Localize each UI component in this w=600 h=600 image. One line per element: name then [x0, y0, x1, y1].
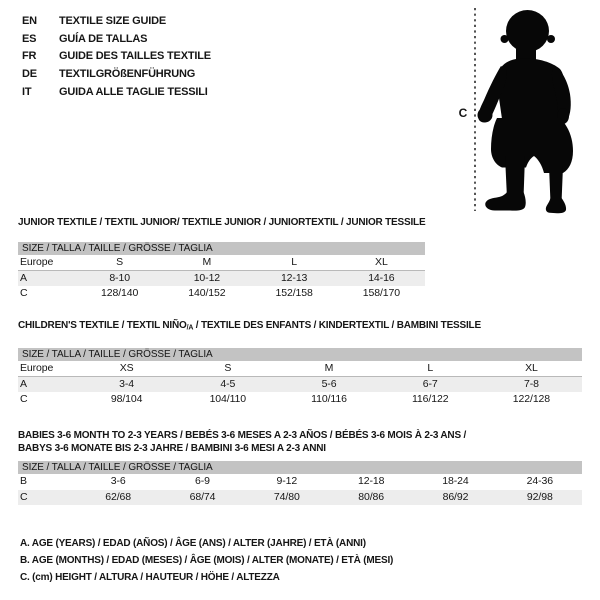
size-cell: 104/110: [209, 393, 247, 405]
size-cell: XL: [375, 256, 388, 268]
size-cell: 152/158: [275, 287, 313, 299]
size-cell: 158/170: [362, 287, 400, 299]
table-row: [18, 474, 582, 490]
language-row-de: [22, 65, 211, 83]
babies-size-header-bar: SIZE / TALLA / TAILLE / GRÖSSE / TAGLIA: [18, 461, 582, 474]
children-title-pre: CHILDREN'S TEXTILE / TEXTIL NIÑO: [18, 320, 187, 331]
row-label: C: [20, 490, 28, 503]
babies-size-table: [18, 461, 582, 505]
language-label: GUIDE DES TAILLES TEXTILE: [59, 50, 211, 63]
size-cell: 74/80: [273, 490, 300, 503]
footnote-age-months: B. AGE (MONTHS) / EDAD (MESES) / ÂGE (MOIS) / ALTER (MONATE) / ETÀ (MESI): [20, 555, 394, 566]
baby-silhouette: [478, 10, 574, 213]
junior-size-header-bar: SIZE / TALLA / TAILLE / GRÖSSE / TAGLIA: [18, 242, 425, 255]
size-cell: S: [116, 256, 124, 268]
size-cell: 12-18: [357, 475, 385, 487]
size-cell: 3-6: [110, 475, 126, 487]
size-cell: 6-9: [195, 475, 210, 487]
size-cell: 80/86: [358, 490, 385, 503]
row-label: C: [20, 393, 28, 405]
size-cell: 140/152: [188, 287, 226, 299]
table-row: [18, 286, 425, 302]
size-cell: 4-5: [220, 377, 236, 390]
size-cell: 12-13: [280, 271, 308, 284]
table-row: [18, 255, 425, 271]
language-row-fr: [22, 47, 211, 65]
table-row: [18, 392, 582, 408]
size-cell: 92/98: [526, 490, 553, 503]
table-row: [18, 377, 582, 393]
language-label: TEXTILE SIZE GUIDE: [59, 14, 167, 27]
size-cell: 128/140: [100, 287, 139, 299]
children-size-header-bar: SIZE / TALLA / TAILLE / GRÖSSE / TAGLIA: [18, 348, 582, 361]
size-cell: XS: [119, 362, 134, 374]
language-list: [22, 12, 211, 100]
footnote-height-cm: C. (cm) HEIGHT / ALTURA / HAUTEUR / HÖHE / ALTEZZA: [20, 572, 280, 583]
language-code: FR: [22, 50, 37, 63]
table-row: [18, 361, 582, 377]
children-section-title: [18, 320, 481, 332]
language-code: EN: [22, 14, 37, 27]
baby-silhouette-figure: [470, 6, 590, 214]
junior-size-table: [18, 242, 425, 302]
children-title-post: / TEXTILE DES ENFANTS / KINDERTEXTIL / BAMBINI TESSILE: [193, 320, 481, 331]
babies-title-line1: BABIES 3-6 MONTH TO 2-3 YEARS / BEBÉS 3-6 MESES A 2-3 AÑOS / BÉBÉS 3-6 MOIS À 2-3 ANS /: [18, 430, 467, 441]
size-cell: 6-7: [422, 377, 438, 390]
size-cell: 9-12: [276, 475, 298, 487]
row-label: Europe: [20, 256, 54, 268]
size-cell: 3-4: [119, 377, 135, 390]
size-cell: M: [324, 362, 334, 374]
language-label: GUIDA ALLE TAGLIE TESSILI: [59, 85, 208, 98]
footnote-age-years: A. AGE (YEARS) / EDAD (AÑOS) / ÂGE (ANS) / ALTER (JAHRE) / ETÀ (ANNI): [20, 538, 366, 549]
babies-title-line2: BABYS 3-6 MONATE BIS 2-3 JAHRE / BAMBINI 3-6 MESI A 2-3 ANNI: [18, 443, 326, 454]
size-cell: L: [427, 362, 434, 374]
size-cell: 10-12: [193, 271, 221, 284]
size-cell: 14-16: [368, 271, 395, 284]
size-cell: 68/74: [189, 490, 216, 503]
table-row: [18, 490, 582, 506]
row-label: B: [20, 475, 27, 487]
size-cell: 18-24: [442, 475, 469, 487]
language-row-it: [22, 83, 211, 101]
junior-section-title: JUNIOR TEXTILE / TEXTIL JUNIOR/ TEXTILE JUNIOR / JUNIORTEXTIL / JUNIOR TESSILE: [18, 217, 426, 228]
size-cell: 8-10: [109, 271, 130, 284]
size-cell: 116/122: [411, 393, 449, 405]
language-row-es: [22, 30, 211, 48]
language-code: DE: [22, 67, 37, 80]
row-label: A: [20, 377, 27, 390]
size-cell: 62/68: [105, 490, 132, 503]
size-cell: M: [202, 256, 212, 268]
size-cell: 7-8: [523, 377, 539, 390]
size-cell: 5-6: [321, 377, 337, 390]
size-cell: 110/116: [311, 393, 347, 405]
row-label: C: [20, 287, 28, 299]
language-row-en: [22, 12, 211, 30]
size-cell: 24-36: [526, 475, 553, 487]
language-label: TEXTILGRÖßENFÜHRUNG: [59, 67, 196, 80]
babies-section-title: [18, 429, 578, 455]
size-cell: 98/104: [110, 393, 143, 405]
language-code: IT: [22, 85, 32, 98]
language-code: ES: [22, 32, 37, 45]
children-size-table: [18, 348, 582, 408]
size-cell: 86/92: [442, 490, 469, 503]
children-title-subscript: /A: [186, 324, 194, 332]
size-cell: S: [224, 362, 232, 374]
size-cell: XL: [525, 362, 538, 374]
language-label: GUÍA DE TALLAS: [59, 32, 148, 45]
size-cell: L: [291, 256, 297, 268]
table-row: [18, 271, 425, 287]
row-label: A: [20, 271, 27, 284]
size-cell: 122/128: [512, 393, 551, 405]
height-measure-label: C: [458, 106, 468, 120]
row-label: Europe: [20, 362, 54, 374]
